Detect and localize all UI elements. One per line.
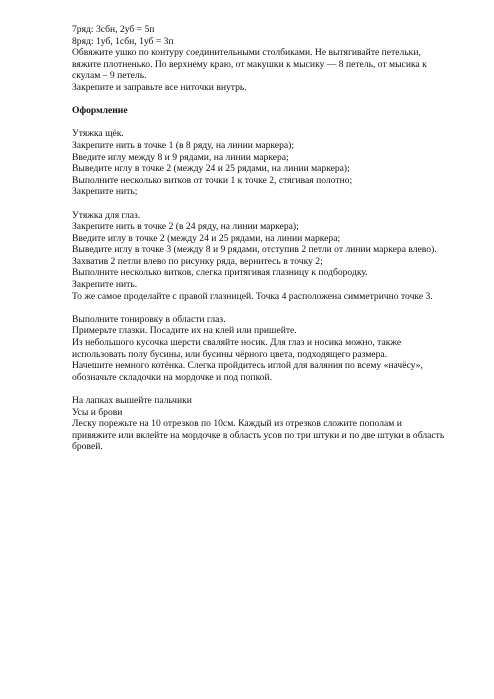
eyes-step: То же самое проделайте с правой глазницей. Точка 4 расположена симметрично точке 3. <box>72 290 433 302</box>
eyes-step: Выведите иглу в точке 3 (между 8 и 9 рядами, отступив 2 петли от линии маркера влево). <box>72 244 437 256</box>
cheeks-step: Закрепите нить; <box>72 186 138 198</box>
toning-text: использовать полу бусины, или бусины чёрного цвета, подходящего размера. <box>72 348 388 360</box>
cheeks-step: Введите иглу между 8 и 9 рядами, на линии маркера; <box>72 151 289 163</box>
eyes-step: Закрепите нить. <box>72 279 138 291</box>
cheeks-title: Утяжка щёк. <box>72 128 124 140</box>
cheeks-step: Выведите иглу в точке 2 (между 24 и 25 рядами, на линии маркера); <box>72 163 350 175</box>
cheeks-step: Закрепите нить в точке 1 (в 8 ряду, на линии маркера); <box>72 139 294 151</box>
toning-text: Выполните тонировку в области глаз. <box>72 313 226 325</box>
whiskers-text: Леску порежьте на 10 отрезков по 10см. Каждый из отрезков сложите пополам и <box>72 418 402 430</box>
toning-text: Из небольшого кусочка шерсти сваляйте носик. Для глаз и носика можно, также <box>72 337 402 349</box>
cheeks-step: Выполните несколько витков от точки 1 к точке 2, стягивая полотно; <box>72 174 353 186</box>
section-heading: Оформление <box>72 105 128 117</box>
toning-text: Примерьте глазки. Посадите их на клей или пришейте. <box>72 325 297 337</box>
tuck-threads-text: Закрепите и заправьте все ниточки внутрь. <box>72 81 247 93</box>
row-8-text: 8ряд: 1уб, 1сбн, 1уб = 3п <box>72 35 174 47</box>
eyes-step: Закрепите нить в точке 2 (в 24 ряду, на линии маркера); <box>72 221 299 233</box>
edge-instructions-line-2: вяжите плотненько. По верхнему краю, от макушки к мысику — 8 петель, от мысика к <box>72 58 427 70</box>
row-7-text: 7ряд: 3сбн, 2уб = 5п <box>72 24 155 35</box>
edge-instructions-line-1: Обвяжите ушко по контуру соединительными столбиками. Не вытягивайте петельки, <box>72 47 421 59</box>
whiskers-text: бровей. <box>72 441 103 453</box>
document-page <box>72 24 472 453</box>
eyes-step: Выполните несколько витков, слегка притягивая глазницу к подбородку. <box>72 267 368 279</box>
edge-instructions-line-3: скулам – 9 петель. <box>72 70 147 82</box>
toning-text: Начешите немного котёнка. Слегка пройдитесь иглой для валяния по всему «начёсу», <box>72 360 423 372</box>
eyes-title: Утяжка для глаз. <box>72 209 141 221</box>
paws-text: На лапках вышейте пальчики <box>72 395 192 406</box>
toning-text: обозначьте складочки на мордочке и под попкой. <box>72 371 273 383</box>
whiskers-text: привяжите или вклейте на мордочке в область усов по три штуки и по две штуки в область <box>72 429 445 441</box>
eyes-step: Введите иглу в точке 2 (между 24 и 25 рядами, на линии маркера; <box>72 232 341 244</box>
whiskers-title: Усы и брови <box>72 406 123 418</box>
eyes-step: Захватив 2 петли влево по рисунку ряда, вернитесь в точку 2; <box>72 255 323 267</box>
